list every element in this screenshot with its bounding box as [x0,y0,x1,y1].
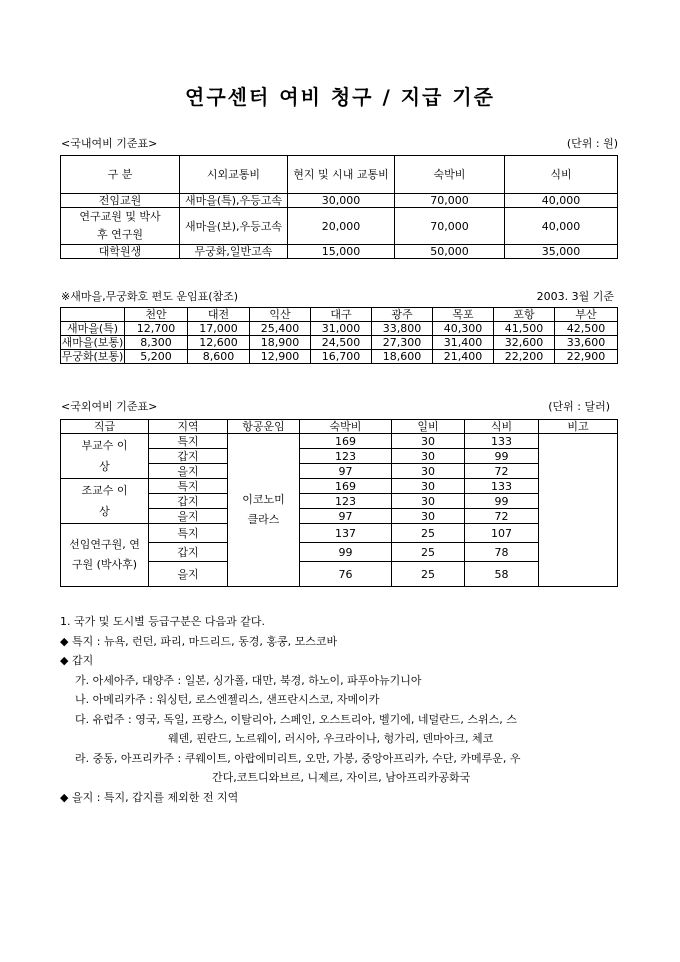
table-cell: 8,300 [125,336,188,350]
table-cell: 특지 [149,479,228,494]
note-gap-asia: 가. 아세아주, 대양주 : 일본, 싱가폴, 대만, 북경, 하노이, 파푸아뉴기니아 [75,673,422,687]
note-gap-heading: ◆ 갑지 [60,654,94,667]
note-heading: 1. 국가 및 도시별 등급구분은 다음과 같다. [60,615,265,628]
table-cell: 22,900 [555,350,618,364]
table-cell: 18,900 [250,336,311,350]
header-cell: 목포 [433,308,494,322]
table-cell: 30 [392,479,465,494]
header-cell: 식비 [465,420,539,434]
note-gap-europe: 다. 유럽주 : 영국, 독일, 프랑스, 이탈리아, 스페인, 오스트리아, 벨기에, 네덜란드, 스위스, 스 [75,712,517,726]
table-cell: 40,000 [505,208,618,245]
grade-notes [60,612,630,807]
table-cell: 22,200 [494,350,555,364]
table-row [61,208,618,245]
header-cell: 식비 [505,156,618,194]
table-cell: 25 [392,524,465,543]
table-cell: 33,800 [372,322,433,336]
header-cell: 구 분 [61,156,180,194]
table-cell: 50,000 [395,245,505,259]
header-cell: 대전 [188,308,250,322]
note-eul: ◆ 을지 : 특지, 갑지를 제외한 전 지역 [60,790,239,804]
table-cell: 31,000 [311,322,372,336]
overseas-caption: <국외여비 기준표> [61,400,158,413]
table-cell: 15,000 [288,245,395,259]
table-cell: 20,000 [288,208,395,245]
note-gap-mideast-africa: 라. 중동, 아프리카주 : 쿠웨이트, 아랍에미리트, 오만, 가봉, 중앙아프리카, 수단, 카메루운, 우 [75,751,521,765]
header-cell: 시외교통비 [180,156,288,194]
table-cell: 새마을(특),우등고속 [180,194,288,208]
header-cell: 대구 [311,308,372,322]
table-cell: 25,400 [250,322,311,336]
table-cell: 78 [465,543,539,562]
page-title: 연구센터 여비 청구 / 지급 기준 [185,85,495,109]
header-cell [61,308,125,322]
table-cell: 42,500 [555,322,618,336]
table-row [61,479,618,494]
rail-caption: ※새마을,무궁화호 편도 운임표(참조) [61,290,239,303]
table-cell: 25 [392,543,465,562]
table-cell: 무궁화,일반고속 [180,245,288,259]
table-cell: 무궁화(보통) [61,350,124,363]
header-cell: 천안 [125,308,188,322]
table-cell: 30 [392,449,465,464]
table-cell: 123 [300,449,392,464]
note-special: ◆ 특지 : 뉴욕, 런던, 파리, 마드리드, 동경, 홍콩, 모스코바 [60,634,338,648]
table-cell: 107 [465,524,539,543]
header-cell: 직급 [61,420,149,434]
table-cell: 갑지 [149,543,228,562]
table-cell: 새마을(보통) [61,336,124,349]
table-cell: 12,900 [250,350,311,364]
table-cell: 58 [465,562,539,587]
rank-cell: 조교수 이상 [61,479,149,524]
table-cell: 새마을(보),우등고속 [180,208,288,245]
overseas-unit: (단위 : 달러) [548,400,610,413]
table-cell: 40,000 [505,194,618,208]
header-cell: 익산 [250,308,311,322]
table-cell: 24,500 [311,336,372,350]
table-cell: 32,600 [494,336,555,350]
table-cell: 30,000 [288,194,395,208]
table-row [61,245,618,259]
table-cell: 169 [300,479,392,494]
header-cell: 숙박비 [300,420,392,434]
header-cell: 광주 [372,308,433,322]
table-cell: 31,400 [433,336,494,350]
table-row [61,524,618,543]
table-cell: 123 [300,494,392,509]
table-cell: 갑지 [149,449,228,464]
table-cell: 25 [392,562,465,587]
airfare-cell: 이코노미 클라스 [228,434,300,587]
table-cell: 을지 [149,509,228,524]
domestic-table [60,155,618,259]
table-cell: 99 [300,543,392,562]
header-cell: 비고 [539,420,618,434]
domestic-caption: <국내여비 기준표> [61,137,158,150]
table-cell: 30 [392,509,465,524]
table-cell: 17,000 [188,322,250,336]
table-cell: 137 [300,524,392,543]
table-cell: 41,500 [494,322,555,336]
table-row [61,194,618,208]
table-cell: 새마을(특) [61,322,125,336]
table-cell: 18,600 [372,350,433,364]
table-row [61,322,618,336]
remarks-cell [539,434,618,587]
note-gap-europe-cont: 웨덴, 핀란드, 노르웨이, 러시아, 우크라이나, 헝가리, 덴마아크, 체코 [168,732,494,745]
table-cell: 갑지 [149,494,228,509]
note-gap-america: 나. 아메리카주 : 워싱턴, 로스엔젤리스, 샌프란시스코, 자메이카 [75,693,380,706]
table-header-row [61,156,618,194]
table-cell: 5,200 [125,350,188,364]
table-cell: 169 [300,434,392,449]
table-row [61,336,618,350]
table-cell: 30 [392,464,465,479]
table-row [61,434,618,449]
table-cell: 을지 [149,464,228,479]
table-cell: 27,300 [372,336,433,350]
table-cell: 30 [392,434,465,449]
table-cell: 21,400 [433,350,494,364]
table-cell: 72 [465,464,539,479]
table-cell: 35,000 [505,245,618,259]
overseas-table [60,419,618,587]
rank-cell: 선임연구원, 연구원 (박사후) [61,524,149,587]
table-cell: 70,000 [395,194,505,208]
table-cell: 16,700 [311,350,372,364]
table-cell: 133 [465,479,539,494]
table-cell: 99 [465,449,539,464]
table-cell: 99 [465,494,539,509]
header-cell: 포항 [494,308,555,322]
table-cell: 76 [300,562,392,587]
header-cell: 현지 및 시내 교통비 [288,156,395,194]
header-cell: 숙박비 [395,156,505,194]
table-cell: 특지 [149,524,228,543]
header-cell: 지역 [149,420,228,434]
table-cell: 8,600 [188,350,250,364]
table-row [61,350,618,364]
table-cell: 을지 [149,562,228,587]
table-cell: 40,300 [433,322,494,336]
table-cell: 대학원생 [61,245,180,259]
table-cell: 97 [300,509,392,524]
table-header-row [61,420,618,434]
rank-cell: 부교수 이상 [61,434,149,479]
table-cell: 33,600 [555,336,618,350]
table-cell: 133 [465,434,539,449]
table-cell: 연구교원 및 박사후 연구원 [61,208,180,245]
table-cell: 12,700 [125,322,188,336]
rail-fare-table [60,307,618,364]
table-cell: 70,000 [395,208,505,245]
table-cell: 12,600 [188,336,250,350]
table-header-row [61,308,618,322]
note-gap-mideast-africa-cont: 간다,코트디와브르, 니제르, 자이르, 남아프리카공화국 [212,771,471,784]
table-cell: 97 [300,464,392,479]
rail-date: 2003. 3월 기준 [536,290,614,303]
table-cell: 전임교원 [61,194,180,208]
header-cell: 일비 [392,420,465,434]
header-cell: 부산 [555,308,618,322]
table-cell: 30 [392,494,465,509]
table-cell: 72 [465,509,539,524]
header-cell: 항공운임 [228,420,300,434]
domestic-unit: (단위 : 원) [566,137,618,150]
table-cell: 특지 [149,434,228,449]
